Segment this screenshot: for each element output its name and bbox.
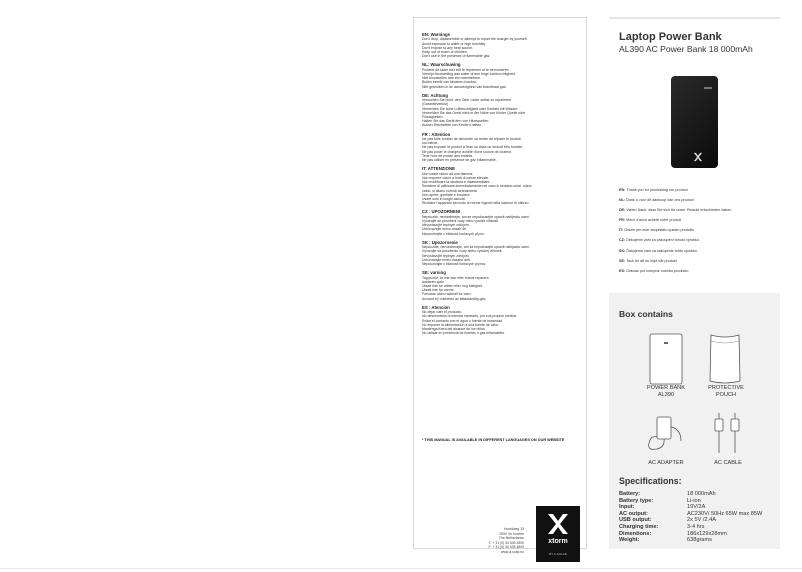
power-bank-outline-icon: [649, 333, 683, 385]
warning-line: No exponer la alimentación a una fuente de calor.: [422, 322, 500, 327]
warning-line: Smettere di utilizzare immediatamente nel caso si sentano odori, siano: [422, 184, 532, 189]
warning-line: caldo, si stiano corrodi stranamente.: [422, 188, 479, 193]
warning-line: Uchovavajte mimo dosahu deti.: [422, 257, 471, 262]
warning-heading: EN: Warnings: [422, 32, 451, 37]
warning-line: Tenir hors de portée des enfants.: [422, 153, 474, 158]
warning-line: Vermeiden Sie hohe Luftfeuchtigkeit oder Kontakt mit Wasser.: [422, 106, 518, 111]
address-line: F: + 31 (0) 30 635 4809: [488, 545, 524, 550]
top-divider: [609, 17, 780, 19]
address-line: T: + 31 (0) 30 635 4800: [488, 540, 524, 545]
thank-you-line: IT: Grazie per aver acquistato questo prodotto: [619, 228, 695, 233]
thank-you-list: [619, 185, 779, 276]
xtorm-logo: [536, 506, 580, 562]
x-mark-icon: [546, 512, 570, 536]
warning-line: Non usare vicino ad una fiamma.: [422, 171, 474, 176]
spec-row: USB output: 2x 5V /2.4A: [619, 517, 716, 524]
warning-line: Don't use in the presence of flammable gas.: [422, 54, 491, 59]
warning-line: Ne pas poser le chargeur achète d'une source de chaleur.: [422, 149, 512, 154]
warning-line: Mantenga fuera del alcance de los niños.: [422, 327, 486, 332]
warning-line: No utilizar en presencia de fuentes o gas inflamables.: [422, 331, 506, 336]
warning-heading: SE: varning: [422, 270, 446, 276]
warning-line: Utsatt inte for vatten eller hog fuktighet.: [422, 283, 483, 288]
box-contains-title: Box contains: [619, 309, 673, 319]
warning-line: Tappa inte, ta inte isar eller forsok reparera: [422, 275, 489, 280]
warning-heading: DE: Achtung: [422, 92, 448, 98]
warning-line: laddaren sjalv.: [422, 279, 445, 284]
warning-line: Don't expose to any heat source.: [422, 45, 474, 50]
warning-line: Anvand ej i narheten av lattantandlig gas.: [422, 296, 487, 301]
warning-line: Nevystavujte teplnym zdrojom.: [422, 253, 470, 258]
warning-line: Nepouzitie, nerozoberajte, ani sa nepokusajte opravit nabijacku sami.: [422, 245, 530, 250]
spec-row: AC output: AC230V/ 50Hz 65W max 85W: [619, 510, 763, 517]
warning-line: Nepouzito, nerozebirejte, ani se nepokousejte opravit nabijecku sami.: [422, 214, 530, 219]
thank-you-line: DE: Vielen Dank, dass Sie sich für unser Produkt entschieden haben: [619, 208, 732, 213]
warning-line: Non aprire, gonfiare e bruciare.: [422, 192, 471, 197]
item-ac-cable: AC CABLE: [714, 460, 742, 466]
warning-line: No dejar caer el producto.: [422, 310, 463, 315]
company-address: [488, 527, 524, 555]
address-line: www.a-solar.eu: [501, 549, 524, 554]
warning-line: Avoid exposure to water or high humidity.: [422, 41, 486, 46]
manual-warnings-page: [413, 17, 587, 556]
specifications-title: Specifications:: [619, 476, 682, 486]
warning-line: Halten Sie das Gerät fern von Hitzequellen.: [422, 119, 490, 124]
item-ac-adapter: AC ADAPTER: [648, 460, 684, 466]
bottom-divider: [0, 568, 802, 569]
warning-line: Nevystavujte teplnym zdrojum.: [422, 223, 470, 228]
warning-line: Riciclare l'apparato secondo le norme vigenti nella nazione di utilizzo.: [422, 201, 530, 206]
spec-row: Battery: 18 000mAh: [619, 491, 716, 497]
warning-line: Vyvarujte se pusobeni vody nebo vysoke vlhkosti.: [422, 218, 499, 223]
warning-line: Vyvarujte sa pusobeniu vody alebo vysokej vlhkosti.: [422, 249, 503, 254]
thank-you-line: ES: Gracias por comprar nuestro producto: [619, 268, 689, 273]
brand-name: xtorm: [548, 538, 568, 545]
warning-line: Buiten bereik van kinderen houden.: [422, 80, 478, 85]
warning-line: Ausser Reichweite von Kindern halten.: [422, 123, 483, 128]
warning-line: Nepouzivajte v blizkosti horlavych plynov.: [422, 261, 487, 266]
warning-line: Flüssigkeiten.: [422, 115, 444, 120]
warning-line: Keep out of reach of children.: [422, 50, 468, 55]
warning-line: Evitar el contacto con el agua o fuente de humedad.: [422, 318, 503, 323]
spec-row: Charging time: 3-4 hrs: [619, 524, 705, 530]
product-cover-page: [609, 17, 780, 276]
warning-heading: CZ : UPOZORNENI: [422, 209, 461, 215]
warning-line: Ne pas exposer le produit à l'eau ou dans un endroit très humide.: [422, 145, 524, 150]
warning-line: Vermijd blootstelling aan water of een hoge luchtvochtigheid.: [422, 72, 516, 77]
warnings-list: [422, 28, 580, 335]
warning-line: Usare solo in luoghi asciutti.: [422, 196, 466, 201]
manual-availability-note: * THIS MANUAL IS AVAILABLE IN DIFFERENT LANGUAGES ON OUR WEBSITE: [422, 438, 565, 442]
warning-line: Forvaras utom rackhall for barn.: [422, 292, 472, 297]
warning-line: (Garantieverlust): [422, 102, 449, 107]
item-power-bank: POWER BANK AL390: [647, 385, 685, 398]
item-protective-pouch: PROTECTIVE POUCH: [708, 385, 744, 398]
warning-line: Versuchen Sie nicht, den Oder Lader selbst zu reparieren.: [422, 98, 513, 103]
warning-line: Niet gebruiken in de aanwezigheid van brandbaar gas.: [422, 84, 507, 89]
x-mark-icon: [693, 152, 703, 162]
warning-line: Ne pas faire tomber de démonter ou tenter de réparer le produit: [422, 137, 521, 142]
warning-heading: IT: ATTENZIONE: [422, 166, 455, 172]
warning-line: Non esporre vicino a fonti di calore elevate.: [422, 175, 490, 180]
warning-line: Vermeiden Sie das Gerät nicht in der Nähe von Kinder Quelle oder: [422, 110, 526, 115]
warning-heading: FR : Attention: [422, 131, 451, 137]
spec-row: Weight: 638grams: [619, 537, 712, 544]
product-subtitle: AL390 AC Power Bank 18 000mAh: [619, 44, 753, 54]
warning-heading: ES : Atención: [422, 304, 450, 310]
warning-line: Don't drop, disassemble or attempt to repair the charger by yourself.: [422, 37, 528, 42]
box-contents-page: [609, 293, 780, 549]
thank-you-line: SE: Tack för att du köpt vår produkt: [619, 258, 677, 263]
thank-you-line: CZ: Děkujeme vám za zakoupení tohoto výrobku: [619, 238, 699, 243]
warning-heading: SK : Upozornenie: [422, 239, 458, 245]
ac-cable-icon: [709, 411, 745, 455]
warning-line: Uchovavejte mimo dosah dti.: [422, 227, 467, 232]
product-title: Laptop Power Bank: [619, 31, 722, 43]
brand-subtitle: BY A-SOLAR: [549, 552, 567, 556]
warning-line: No desmontarlo ni intentar repararlo, por sus propios medios.: [422, 314, 518, 319]
warning-line: Probeer de lader niet zelf te repareren of te demonteren.: [422, 67, 510, 72]
warning-line: Niet blootstellen aan een warmtebron.: [422, 76, 481, 81]
thank-you-line: EN: Thank you for purchasing our product: [619, 188, 688, 192]
warning-line: Utsatt inte for varme.: [422, 288, 455, 293]
warning-line: soi-même.: [422, 141, 439, 146]
address-line: 3090 Xn Houten: [499, 531, 524, 536]
spec-row: Dimentions: 186x129x28mm: [619, 530, 727, 537]
spec-row: Input: 19V/2A: [619, 504, 706, 511]
warning-line: Non modificare la struttura e disassemblare.: [422, 180, 491, 185]
thank-you-line: NL: Dank u voor de aankoop van ons product: [619, 198, 694, 203]
warning-line: Nepouzivejte v blizkosti horlavych plynu.: [422, 231, 485, 236]
spec-row: Battery type: Li-ion: [619, 497, 701, 504]
thank-you-line: FR: Merci d'avoir acheté notre produit: [619, 218, 681, 223]
ac-adapter-icon: [643, 413, 687, 455]
address-line: Hoofdweg 15: [504, 527, 524, 531]
pouch-outline-icon: [707, 331, 743, 387]
warning-heading: NL: Waarschuwing: [422, 62, 461, 68]
thank-you-line: SK: Ďakujeme vám za zakúpenie tohto výrobku: [619, 248, 697, 253]
warning-line: Ne pas utiliser en présence de gaz inflammable.: [422, 158, 497, 163]
address-line: The Netherlands: [498, 536, 524, 541]
